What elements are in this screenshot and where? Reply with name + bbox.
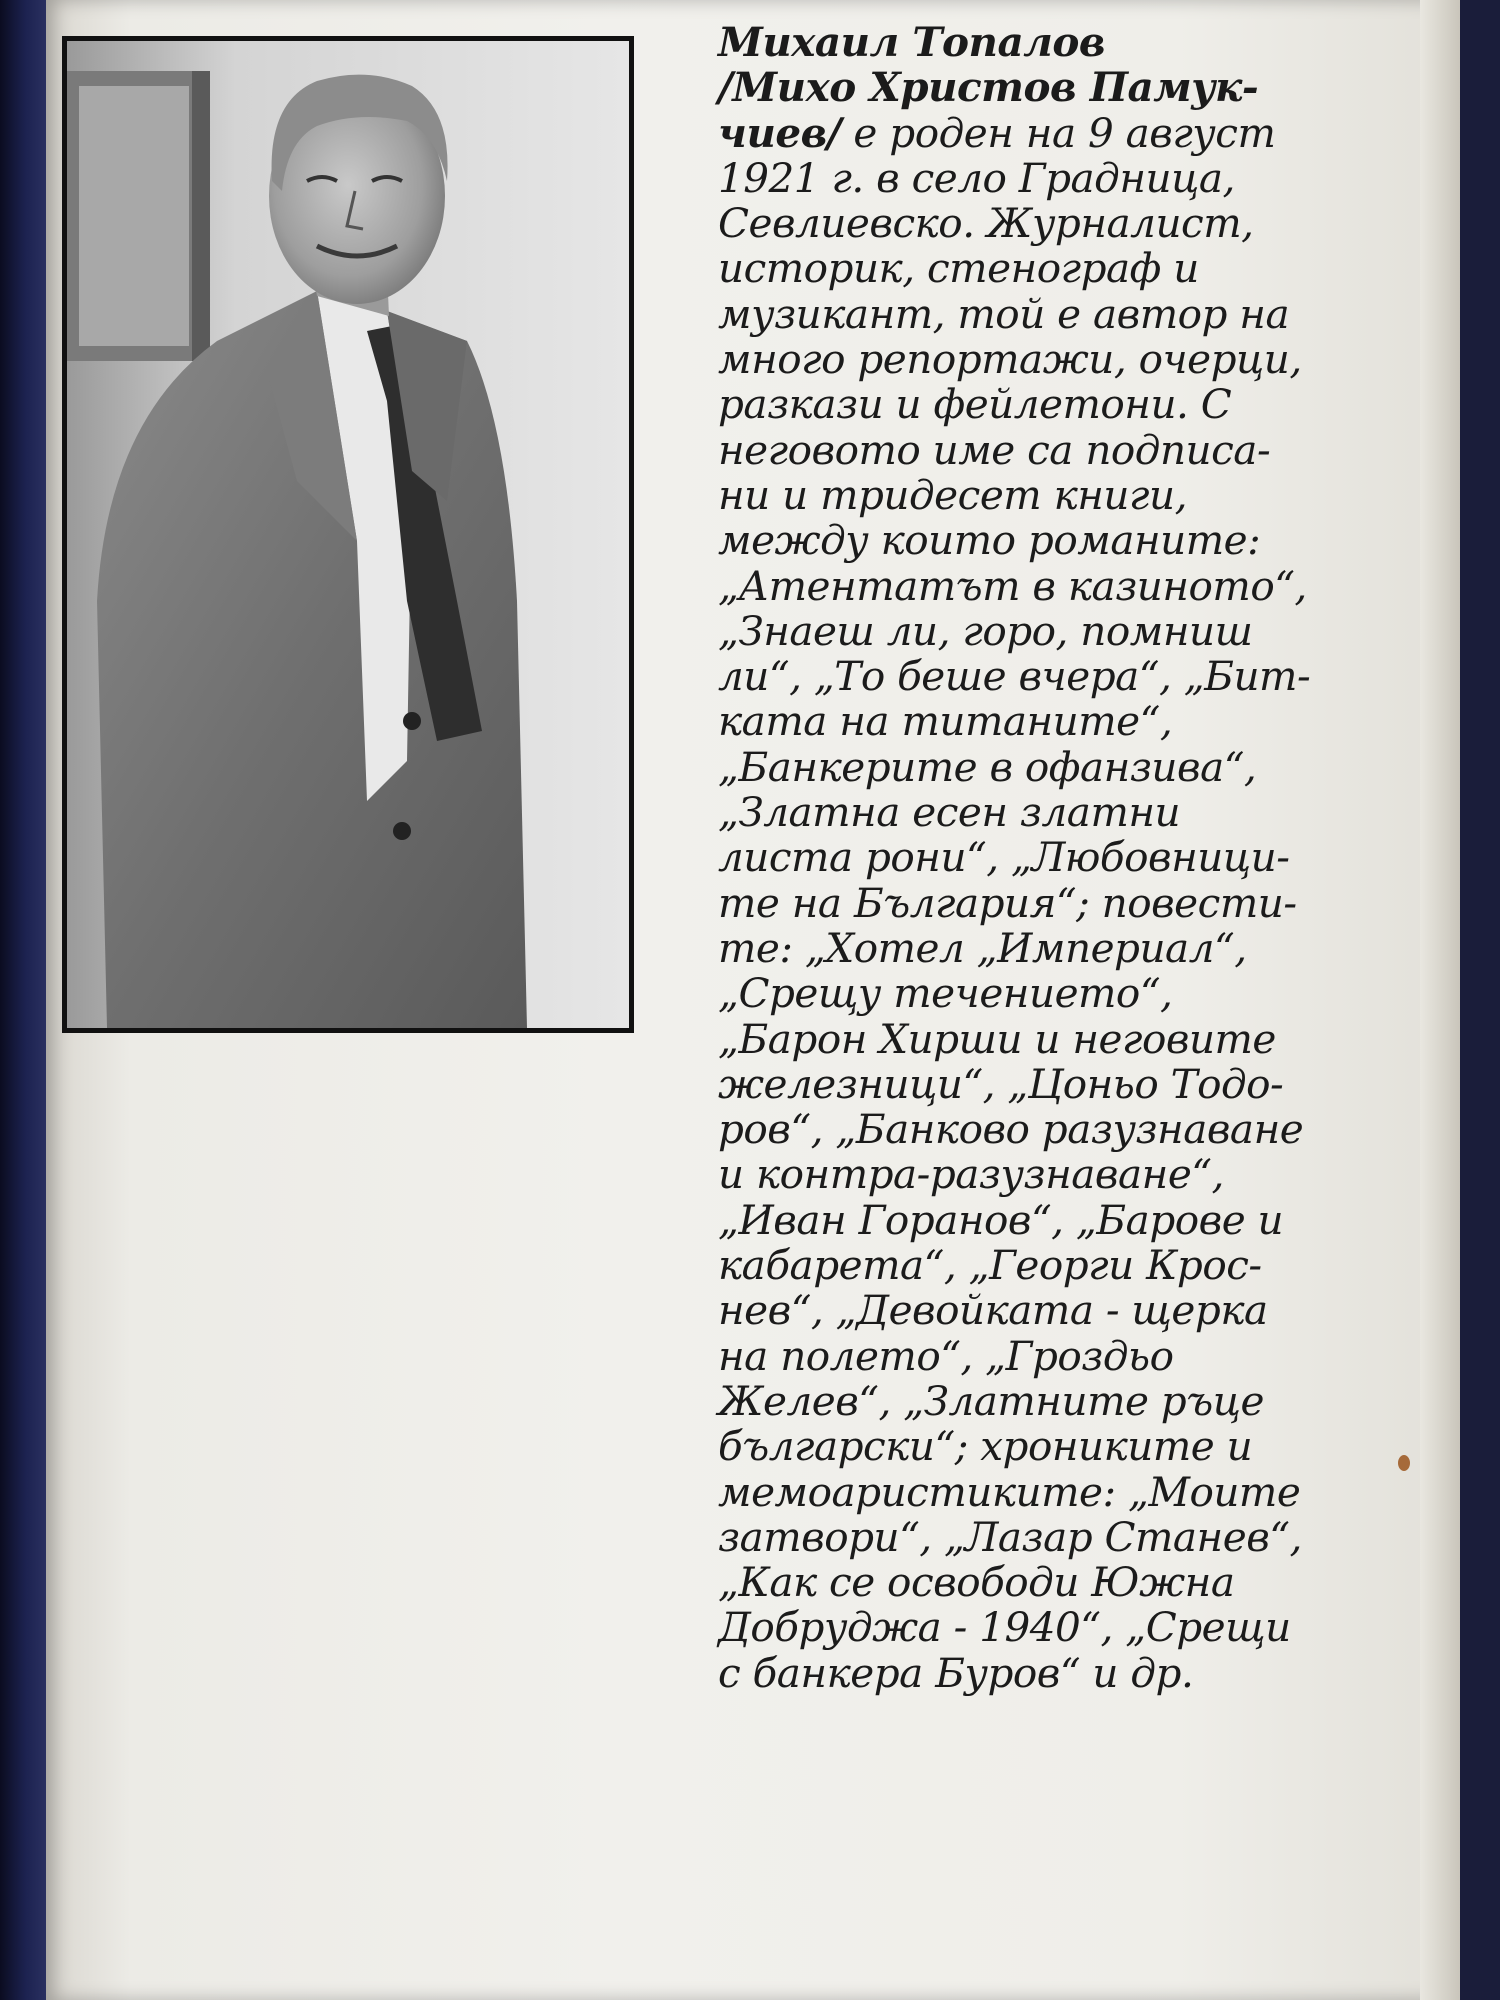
page-edge (1420, 0, 1460, 2000)
bio-line: „Атентатът в казиното“, (718, 561, 1307, 610)
bio-line: Михаил Топалов (718, 18, 1105, 66)
bio-line: ли“, „То беше вчера“, „Бит- (718, 652, 1311, 701)
bio-line: Добруджа - 1940“, „Срещи (718, 1603, 1291, 1652)
bio-line: „Банкерите в офанзива“, (718, 742, 1257, 791)
bio-line: български“; хрониките и (718, 1422, 1253, 1471)
bio-line: 1921 г. в село Градница, (718, 153, 1235, 202)
bio-line: неговото име са подписа- (718, 425, 1271, 474)
bio-line: много репортажи, очерци, (718, 335, 1302, 384)
bio-line: с банкера Буров“ и др. (718, 1648, 1194, 1697)
bio-line: кабарета“, „Георги Крос- (718, 1241, 1262, 1290)
bio-line: и контра-разузнаване“, (718, 1150, 1224, 1199)
bio-line: е роден на 9 август (841, 108, 1276, 157)
bio-line: „Знаеш ли, горо, помниш (718, 606, 1253, 655)
bio-line: /Михо Христов Памук- (718, 63, 1259, 112)
bio-line: листа рони“, „Любовници- (718, 833, 1290, 882)
bio-line: „Иван Горанов“, „Барове и (718, 1195, 1284, 1244)
bio-line: разкази и фейлетони. С (718, 380, 1232, 429)
book-cover-edge (0, 0, 46, 2000)
bio-line: Севлиевско. Журналист, (718, 199, 1254, 248)
bio-line: те на България“; повести- (718, 878, 1297, 927)
bio-line: железници“, „Цоньо Тодо- (718, 1059, 1284, 1108)
bio-line: музикант, той е автор на (718, 289, 1290, 338)
bio-line: „Срещу течението“, (718, 969, 1173, 1018)
bio-line: затвори“, „Лазар Станев“, (718, 1512, 1302, 1561)
bio-line: ката на титаните“, (718, 697, 1173, 746)
bio-line: историк, стенограф и (718, 244, 1199, 293)
bio-line: ров“, „Банково разузнаване (718, 1105, 1304, 1154)
bio-line: „Златна есен златни (718, 788, 1181, 837)
paper-stain (1398, 1455, 1410, 1471)
portrait-image (67, 41, 629, 1028)
bio-line: нев“, „Девойката - щерка (718, 1286, 1268, 1335)
bio-line: мемоаристиките: „Моите (718, 1467, 1301, 1516)
bio-line: на полето“, „Гроздьо (718, 1331, 1174, 1380)
bio-line: ни и тридесет книги, (718, 470, 1187, 519)
bio-line: „Барон Хирши и неговите (718, 1014, 1276, 1063)
bio-line: те: „Хотел „Империал“, (718, 923, 1247, 972)
bio-line: Желев“, „Златните ръце (718, 1376, 1264, 1425)
bio-line: „Как се освободи Южна (718, 1558, 1235, 1607)
bio-line: между които романите: (718, 516, 1261, 565)
author-portrait-photo (62, 36, 634, 1033)
author-biography (718, 20, 1338, 1696)
bio-line: чиев/ (718, 108, 842, 157)
